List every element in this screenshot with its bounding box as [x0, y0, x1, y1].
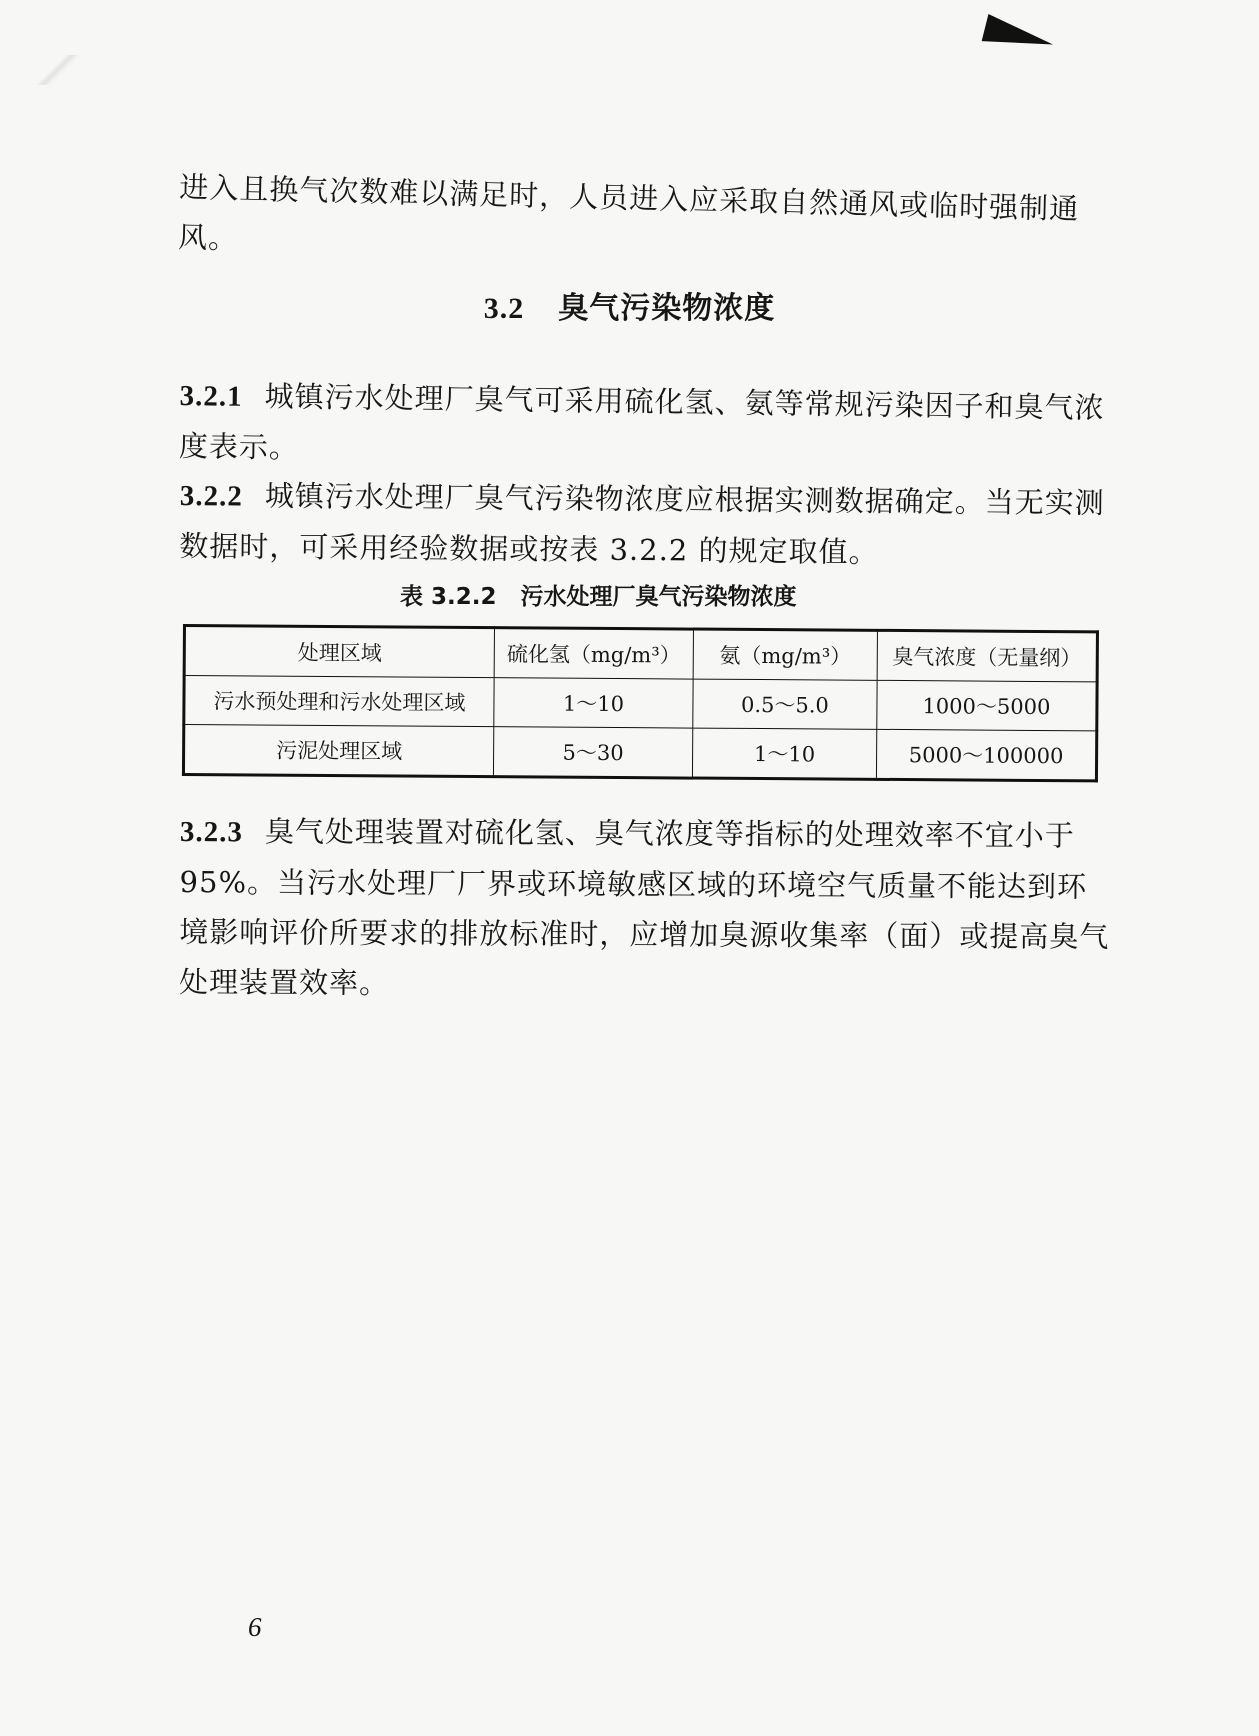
concentration-table [182, 624, 1099, 782]
table-row [183, 725, 1096, 781]
scan-smudge [35, 55, 80, 85]
clause-text: 城镇污水处理厂臭气可采用硫化氢、氨等常规污染因子和臭气浓度表示。 [178, 379, 1105, 465]
section-number: 3.2 [483, 292, 525, 325]
clause-number: 3.2.3 [179, 815, 243, 849]
clause-3-2-1 [179, 370, 1110, 484]
table-row [184, 676, 1097, 731]
header-cell: 硫化氢（mg/m³） [494, 628, 693, 679]
table-cell: 1～10 [494, 678, 693, 728]
clause-3-2-3 [179, 806, 1110, 1012]
table-title: 污水处理厂臭气污染物浓度 [520, 584, 797, 610]
clause-3-2-2 [179, 470, 1110, 579]
section-title: 臭气污染物浓度 [558, 291, 776, 326]
clause-number: 3.2.2 [179, 479, 243, 513]
clause-text: 臭气处理装置对硫化氢、臭气浓度等指标的处理效率不宜小于95%。当污水处理厂厂界或环境敏感区域的环境空气质量不能达到环境影响评价所要求的排放标准时，应增加臭源收集率（面）或提高臭气处理装置效率。 [178, 814, 1110, 1001]
table-cell: 5000～100000 [876, 729, 1096, 781]
table-cell: 污泥处理区域 [183, 725, 493, 777]
table-header-row [184, 626, 1097, 682]
table-caption [400, 578, 920, 611]
section-heading [0, 283, 1259, 327]
header-cell: 氨（mg/m³） [693, 629, 877, 680]
table-cell: 1～10 [692, 728, 876, 779]
header-cell: 处理区域 [184, 626, 494, 678]
table-cell: 5～30 [493, 727, 692, 778]
table-number: 表 3.2.2 [400, 584, 497, 610]
table-cell: 1000～5000 [877, 680, 1097, 731]
page-number: 6 [248, 1612, 262, 1642]
clause-number: 3.2.1 [179, 379, 243, 413]
corner-mark-icon [982, 14, 1057, 58]
table-cell: 污水预处理和污水处理区域 [184, 676, 494, 727]
clause-text: 城镇污水处理厂臭气污染物浓度应根据实测数据确定。当无实测数据时，可采用经验数据或按表 3.2.2 的规定取值。 [179, 478, 1105, 570]
continuation-paragraph: 进入且换气次数难以满足时，人员进入应采取自然通风或临时强制通风。 [177, 169, 1080, 256]
header-cell: 臭气浓度（无量纲） [877, 630, 1097, 682]
table-cell: 0.5～5.0 [693, 679, 877, 729]
